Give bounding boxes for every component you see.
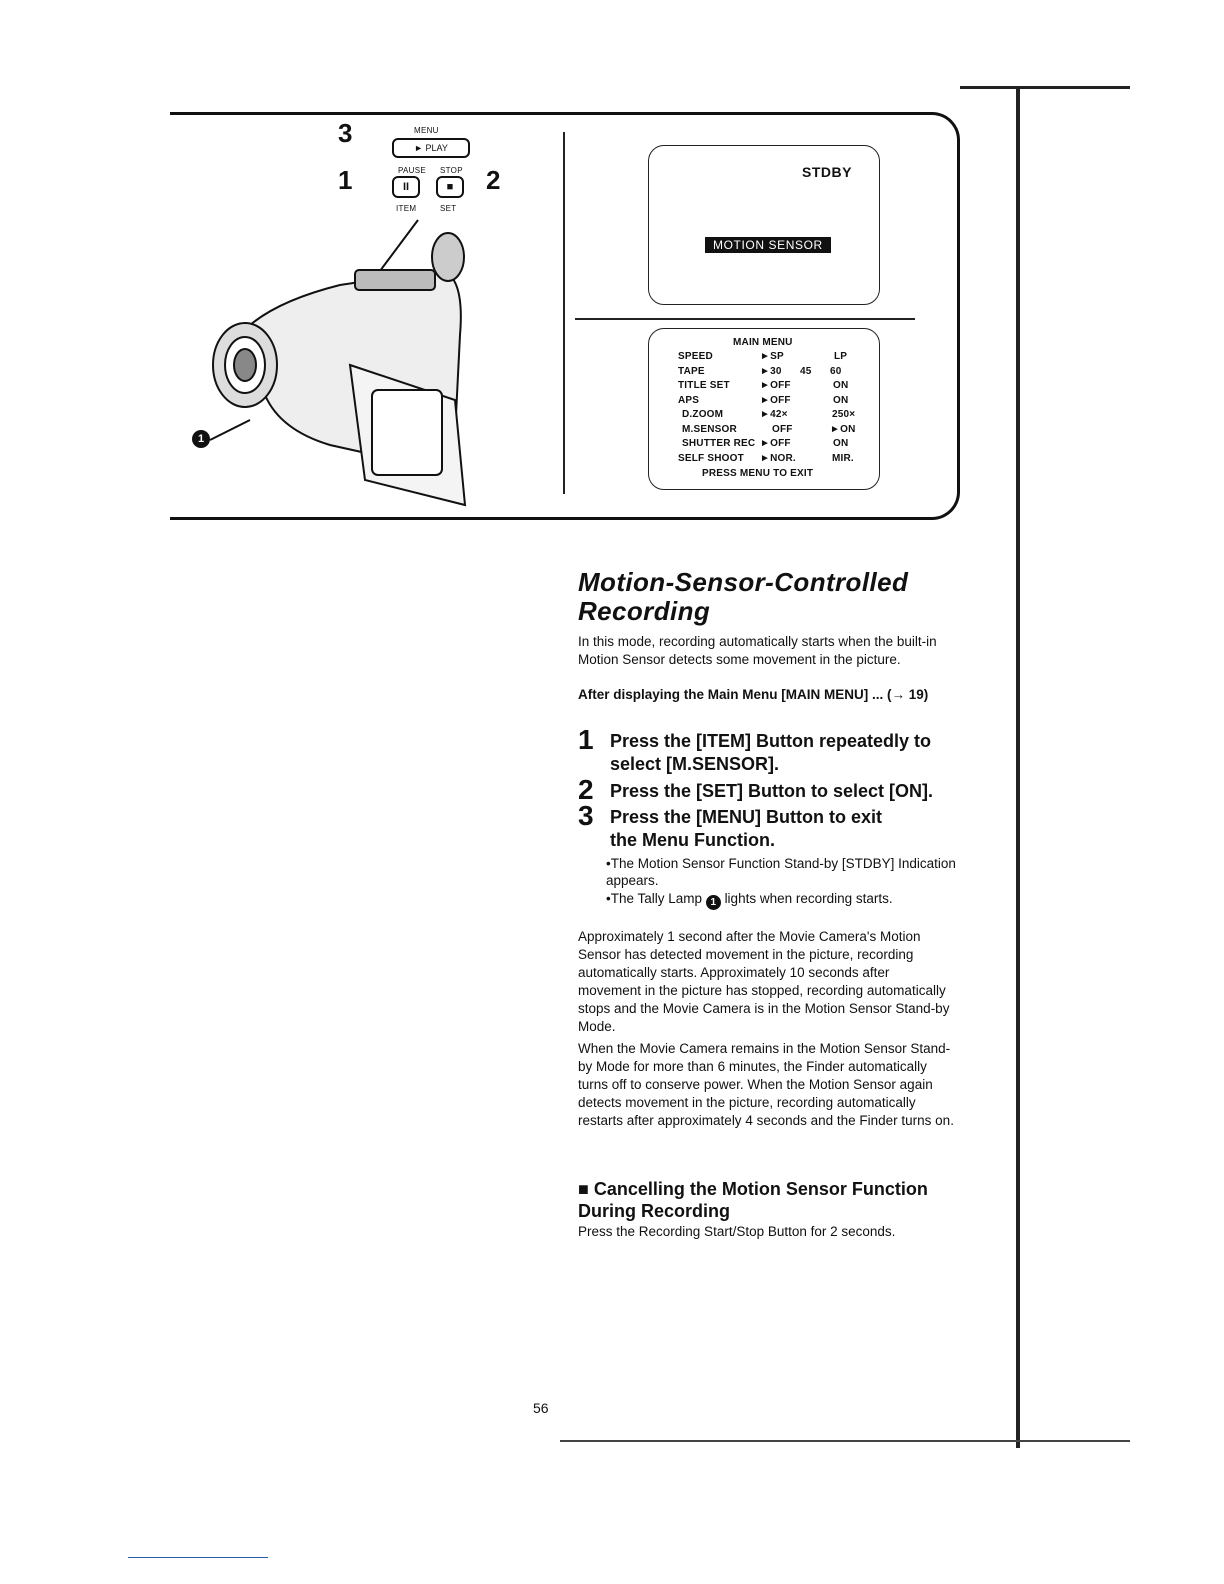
step-1-marker: 1 [338, 165, 353, 195]
section-title-line1: Motion-Sensor-Controlled [578, 567, 909, 597]
bullet-standby: •The Motion Sensor Function Stand-by [STDBY] Indication appears. [606, 856, 956, 888]
pause-label: PAUSE [398, 166, 427, 175]
figure-divider [563, 132, 565, 494]
menu-row [678, 395, 878, 409]
menu-option: ►SP [760, 351, 784, 362]
menu-row [678, 409, 878, 423]
step-text: Press the [SET] Button to select [ON]. [610, 781, 934, 801]
stop-button[interactable]: ■ [436, 176, 464, 198]
menu-row [678, 453, 878, 467]
standby-indicator: STDBY [802, 164, 852, 180]
set-label: SET [440, 204, 457, 213]
camcorder-illustration [190, 215, 490, 515]
binding-edge [1016, 88, 1020, 1448]
section-title [578, 568, 908, 626]
step-number: 2 [578, 774, 594, 805]
stop-label: STOP [440, 166, 463, 175]
step-number: 3 [578, 800, 594, 831]
menu-option: 60 [830, 365, 842, 377]
tally-lamp-icon: 1 [706, 895, 721, 910]
paragraph-timing: Approximately 1 second after the Movie Camera's Motion Sensor has detected movement in the picture, recording automatically starts. Approximately 10 seconds after movement in the picture has stopped, recording automatically stops and the Movie Camera is in the Motion Sensor Stand-by Mode. [578, 929, 950, 1034]
menu-option: LP [834, 351, 848, 362]
menu-option: ►OFF [760, 380, 791, 391]
menu-option: ►OFF [760, 438, 791, 449]
menu-option: 250× [832, 409, 856, 420]
binding-top [960, 86, 1130, 89]
menu-label: MENU [414, 126, 439, 135]
menu-item-label: APS [678, 394, 700, 406]
bullet-tally-post: lights when recording starts. [724, 891, 893, 906]
menu-row [678, 351, 878, 365]
menu-row [678, 366, 878, 380]
menu-item-label: TAPE [678, 365, 705, 377]
bottom-line [560, 1440, 1130, 1442]
menu-row-selected [678, 424, 878, 438]
menu-item-label: TITLE SET [678, 380, 730, 391]
step-text: Press the [MENU] Button to exit the Menu Function. [610, 807, 883, 850]
menu-option: ON [833, 438, 849, 449]
bullet-tally [606, 890, 956, 910]
play-button[interactable]: ► PLAY [392, 138, 470, 158]
intro-text: In this mode, recording automatically starts when the built-in Motion Sensor detects some movement in the picture. [578, 634, 937, 667]
paragraph-finder: When the Movie Camera remains in the Motion Sensor Stand-by Mode for more than 6 minutes, the Finder automatically turns off to conserve power. When the Motion Sensor again detects movement in the picture, recording automatically restarts after approximately 4 seconds and the Finder turns on. [578, 1041, 954, 1128]
page-number: 56 [533, 1400, 549, 1416]
menu-title: MAIN MENU [733, 337, 793, 348]
menu-option: ON [833, 380, 849, 391]
step-2-marker: 2 [486, 165, 501, 195]
menu-item-label: SHUTTER REC [682, 438, 756, 449]
cancel-heading: ■ Cancelling the Motion Sensor Function During Recording [578, 1179, 928, 1221]
menu-footer: PRESS MENU TO EXIT [702, 468, 814, 479]
menu-item-label: D.ZOOM [682, 409, 724, 420]
pause-button[interactable]: II [392, 176, 420, 198]
menu-row [678, 438, 878, 452]
section-title-line2: Recording [578, 596, 711, 626]
menu-option: ►NOR. [760, 452, 796, 464]
item-label: ITEM [396, 204, 417, 213]
menu-item-label: M.SENSOR [682, 423, 737, 435]
menu-option: 45 [800, 365, 812, 377]
cancel-text: Press the Recording Start/Stop Button for 2 seconds. [578, 1224, 896, 1239]
menu-item-label: SPEED [678, 351, 713, 362]
step-text: Press the [ITEM] Button repeatedly to select [M.SENSOR]. [610, 731, 932, 774]
bullet-tally-pre: •The Tally Lamp [606, 891, 703, 906]
menu-item-label: SELF SHOOT [678, 452, 744, 464]
menu-option: ►42× [760, 409, 788, 420]
tally-lamp-marker: 1 [192, 430, 210, 448]
motion-sensor-banner: MOTION SENSOR [705, 237, 831, 253]
menu-option: OFF [772, 423, 793, 435]
after-menu-note: After displaying the Main Menu [MAIN MENU] ... (→ 19) [578, 687, 929, 702]
bottom-left-rule [128, 1557, 268, 1558]
menu-option: MIR. [832, 452, 854, 464]
menu-list [678, 351, 878, 469]
step-number: 1 [578, 724, 594, 755]
step-3-marker: 3 [338, 118, 353, 148]
menu-option: ►ON [830, 423, 856, 435]
menu-row [678, 380, 878, 394]
screen-divider [575, 318, 915, 320]
menu-option: ON [833, 394, 849, 406]
menu-option: ►OFF [760, 394, 791, 406]
menu-option: ►30 [760, 365, 782, 377]
